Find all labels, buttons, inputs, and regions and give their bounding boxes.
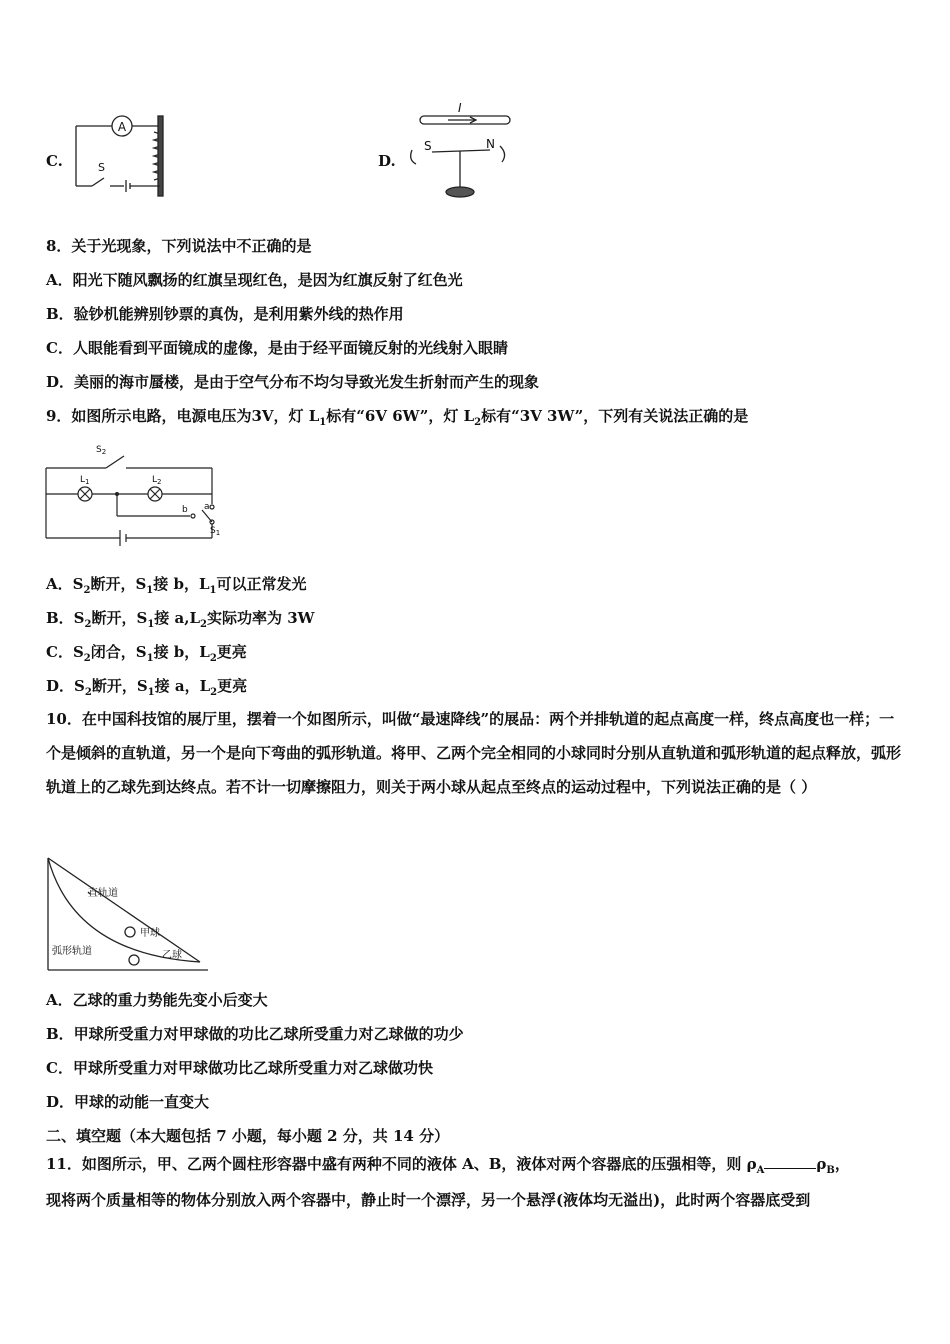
q9-stem: 9．如图所示电路，电源电压为3V，灯 $L_1$标有“6V 6W”，灯 $L_2$标有“3V 3W”，下列有关说法正确的是 (46, 407, 749, 428)
section-title: 二、填空题（本大题包括 7 小题，每小题 2 分，共 14 分） (46, 1127, 450, 1145)
straight-track-label: 直轨道 (88, 888, 118, 899)
l2-label: $L_2$ (152, 475, 162, 486)
ammeter-label: A (117, 120, 127, 134)
q10-option-b: B．甲球所受重力对甲球做的功比乙球所受重力对乙球做的功少 (46, 1025, 464, 1043)
q8-option-a: A．阳光下随风飘扬的红旗呈现红色，是因为红旗反射了红色光 (46, 271, 463, 289)
ball-a-label: 甲球 (140, 928, 160, 939)
option-c-label: C. (46, 152, 63, 170)
s-pole-label: S (424, 139, 432, 153)
arc-track-label: 弧形轨道 (52, 946, 92, 957)
current-label: I (458, 101, 462, 115)
answer-blank[interactable] (764, 1154, 816, 1169)
q10-option-a: A．乙球的重力势能先变小后变大 (46, 991, 268, 1009)
q11-line2: 现将两个质量相等的物体分别放入两个容器中，静止时一个漂浮，另一个悬浮(液体均无溢出)，此时两个容器底受到 (46, 1191, 811, 1209)
q10-option-c: C．甲球所受重力对甲球做功比乙球所受重力对乙球做功快 (46, 1059, 433, 1077)
q8-option-b: B．验钞机能辨别钞票的真伪，是利用紫外线的热作用 (46, 305, 404, 323)
q11-line1: 11．如图所示，甲、乙两个圆柱形容器中盛有两种不同的液体 A、B，液体对两个容器底的压强相等，则 $\rho_A$ $\rho_B$， (46, 1155, 850, 1176)
q9-circuit-figure (40, 438, 230, 558)
q8-stem: 8．关于光现象，下列说法中不正确的是 (46, 237, 312, 255)
q10-stem: 10．在中国科技馆的展厅里，摆着一个如图所示，叫做“最速降线”的展品：两个并排轨道的起点高度一样，终点高度也一样；一个是倾斜的直轨道，另一个是向下弯曲的弧形轨道。将甲、乙两个完全相同的小球同时分别从直轨道和弧形轨道的起点释放，弧形轨道上的乙球先到达终点。若不计一切摩擦阻力，则关于两小球从起点至终点的运动过程中，下列说法正确的是（ ） (46, 710, 902, 796)
s1-label: $S_1$ (210, 526, 221, 537)
electromagnet-circuit-figure (70, 108, 182, 200)
ball-b-label: 乙球 (162, 950, 182, 961)
switch-label: S (98, 161, 105, 174)
q9-option-c: C．$S_2$闭合，$S_1$接 b，$L_2$更亮 (46, 643, 247, 664)
n-pole-label: N (486, 137, 495, 151)
q9-option-b: B．$S_2$断开，$S_1$接 $a,L_2$实际功率为 3W (46, 609, 315, 630)
l1-label: $L_1$ (80, 475, 90, 486)
q9-option-a: A．$S_2$断开，$S_1$接 b，$L_1$可以正常发光 (46, 575, 307, 596)
q8-option-c: C．人眼能看到平面镜成的虚像，是由于经平面镜反射的光线射入眼睛 (46, 339, 508, 357)
q10-option-d: D．甲球的动能一直变大 (46, 1093, 210, 1111)
q9-option-d: D．$S_2$断开，$S_1$接 a，$L_2$更亮 (46, 677, 248, 698)
contact-a-label: a (204, 502, 210, 512)
brachistochrone-figure (44, 854, 214, 976)
contact-b-label: b (182, 505, 188, 515)
compass-wire-figure (404, 100, 514, 204)
q8-option-d: D．美丽的海市蜃楼，是由于空气分布不均匀导致光发生折射而产生的现象 (46, 373, 540, 391)
s2-label: $S_2$ (96, 445, 107, 456)
option-d-label: D. (378, 152, 396, 170)
